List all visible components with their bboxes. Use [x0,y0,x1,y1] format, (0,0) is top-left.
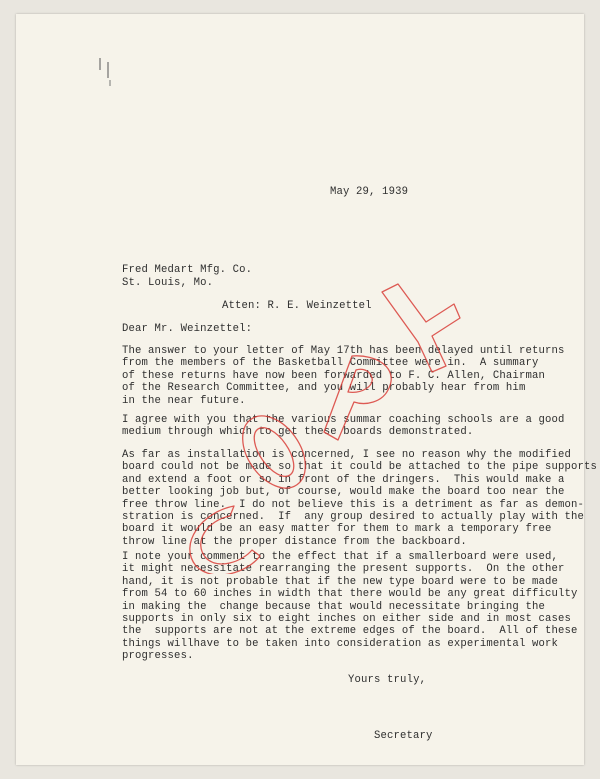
paragraph-3: As far as installation is concerned, I see no reason why the modified board could not be made so that it could be attached to the pipe supports and extend a foot or so in front of the dringers. This would make a better looking job but, of course, would make the board too near the free throw line. I do not believe this is a detriment as far as demon- stration is concerned. If any group desired to actually play with the board it would be an easy matter for them to mark a temporary free throw line at the proper distance from the backboard. [122,449,598,548]
margin-pencil-marks [96,56,126,96]
salutation: Dear Mr. Weinzettel: [122,323,253,335]
paragraph-4: I note your comment to the effect that if a smallerboard were used, it might necessitate rearranging the present supports. On the other hand, it is not probable that if the new type board were to be made from 54 to 60 inches in width that there would be any great difficulty in making the change because that would necessitate bringing the supports in only six to eight inches on either side and in most cases the supports are not at the extreme edges of the board. All of these things willhave to be taken into consideration as experimental work progresses. [122,551,578,663]
paragraph-1: The answer to your letter of May 17th has been delayed until returns from the members of the Basketball Committee were in. A summary of these returns have now been forwarded to F. C. Allen, Chairman of the Research Committee, and you will probably hear from him in the near future. [122,345,565,407]
paragraph-2: I agree with you that the various summar coaching schools are a good medium through which to get these boards demonstrated. [122,414,565,439]
recipient-line-1: Fred Medart Mfg. Co. [122,264,253,276]
recipient-line-2: St. Louis, Mo. [122,277,214,289]
closing: Yours truly, [348,674,427,686]
signature-title: Secretary [374,730,433,742]
letter-page [16,14,598,765]
letter-date: May 29, 1939 [330,186,409,198]
attention-line: Atten: R. E. Weinzettel [222,300,372,312]
